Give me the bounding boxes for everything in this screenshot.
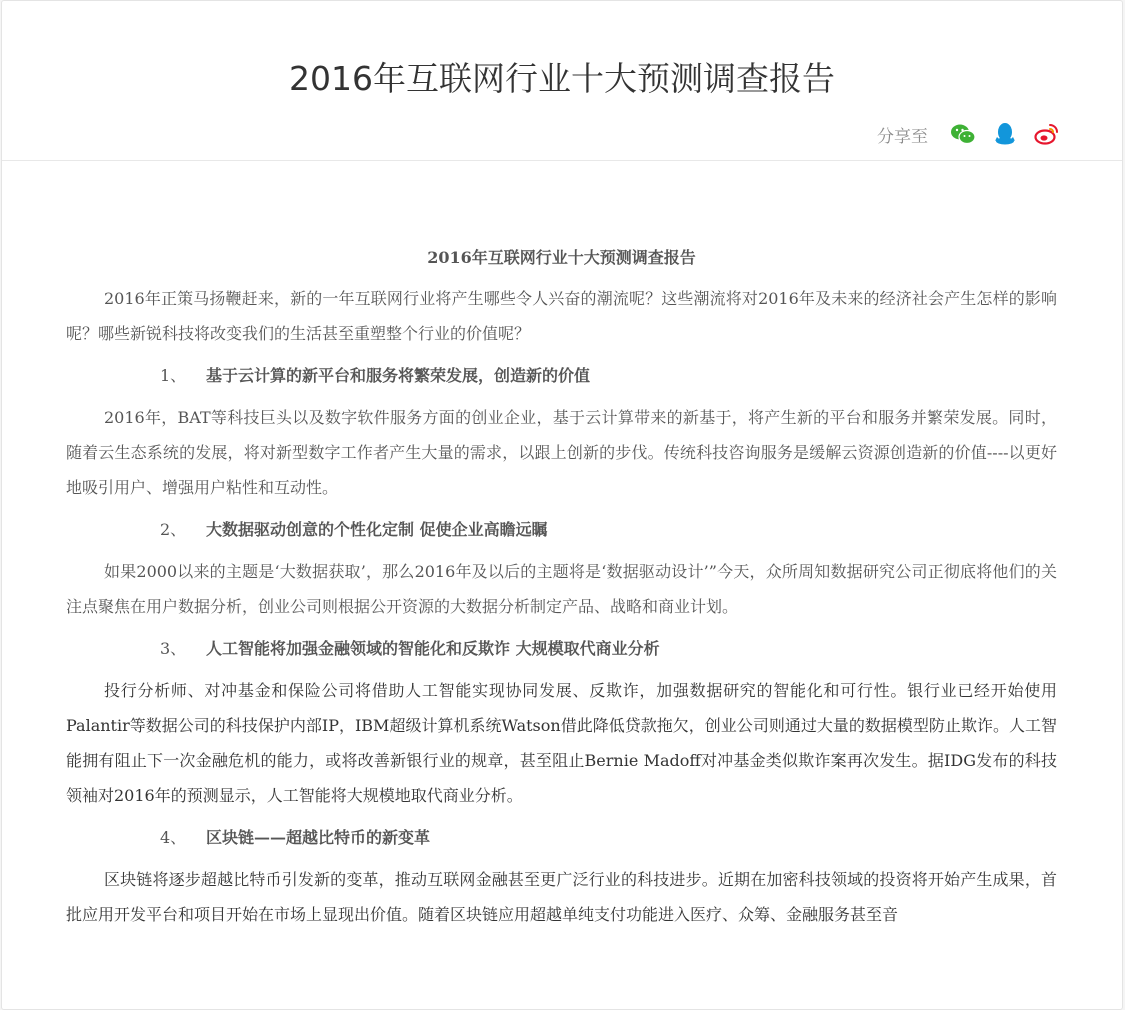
share-label: 分享至 (877, 126, 928, 147)
section-number: 1、 (160, 366, 187, 385)
section-number: 4、 (160, 828, 187, 847)
section-paragraph: 区块链将逐步超越比特币引发新的变革，推动互联网金融甚至更广泛行业的科技进步。近期在加密科技领域的投资将开始产生成果，首批应用开发平台和项目开始在市场上显现出价值。随着区块链应用超越单纯支付功能进入医疗、众筹、金融服务甚至音 (66, 870, 1057, 924)
section-paragraph: 投行分析师、对冲基金和保险公司将借助人工智能实现协同发展、反欺诈，加强数据研究的智能化和可行性。银行业已经开始使用Palantir等数据公司的科技保护内部IP，IBM超级计算机系统Watson借此降低贷款拖欠，创业公司则通过大量的数据模型防止欺诈。人工智能拥有阻止下一次金融危机的能力，或将改善新银行业的规章，甚至阻止Bernie Madoff对冲基金类似欺诈案再次发生。据IDG发布的科技领袖对2016年的预测显示，人工智能将大规模地取代商业分析。 (66, 681, 1057, 805)
section-paragraph: 2016年，BAT等科技巨头以及数字软件服务方面的创业企业，基于云计算带来的新基于，将产生新的平台和服务并繁荣发展。同时，随着云生态系统的发展，将对新型数字工作者产生大量的需求，以跟上创新的步伐。传统科技咨询服务是缓解云资源创造新的价值----以更好地吸引用户、增强用户粘性和互动性。 (66, 408, 1057, 497)
section-heading (160, 637, 1057, 661)
section-title: 人工智能将加强金融领域的智能化和反欺诈 大规模取代商业分析 (206, 639, 660, 658)
section-title: 基于云计算的新平台和服务将繁荣发展，创造新的价值 (206, 366, 591, 385)
article-title: 2016年互联网行业十大预测调查报告 (427, 248, 696, 267)
section-title: 大数据驱动创意的个性化定制 促使企业高瞻远瞩 (206, 520, 548, 539)
section-heading (160, 364, 1057, 388)
page-title: 2016年互联网行业十大预测调查报告 (289, 59, 835, 98)
section-number: 3、 (160, 639, 187, 658)
article-header (2, 1, 1122, 161)
section-title: 区块链——超越比特币的新变革 (206, 828, 431, 847)
wechat-icon[interactable] (950, 121, 976, 147)
article-card (1, 0, 1123, 1010)
section-number: 2、 (160, 520, 187, 539)
section-heading (160, 518, 1057, 542)
intro-paragraph: 2016年正策马扬鞭赶来，新的一年互联网行业将产生哪些令人兴奋的潮流呢？这些潮流将对2016年及未来的经济社会产生怎样的影响呢？哪些新锐科技将改变我们的生活甚至重塑整个行业的价值呢？ (66, 289, 1057, 343)
article-body (2, 161, 1122, 932)
section-paragraph: 如果2000以来的主题是‘大数据获取’，那么2016年及以后的主题将是‘数据驱动设计’”今天，众所周知数据研究公司正彻底将他们的关注点聚焦在用户数据分析，创业公司则根据公开资源的大数据分析制定产品、战略和商业计划。 (66, 562, 1057, 616)
weibo-icon[interactable] (1034, 121, 1060, 147)
share-bar (877, 121, 1060, 147)
section-heading (160, 826, 1057, 850)
qq-icon[interactable] (992, 121, 1018, 147)
